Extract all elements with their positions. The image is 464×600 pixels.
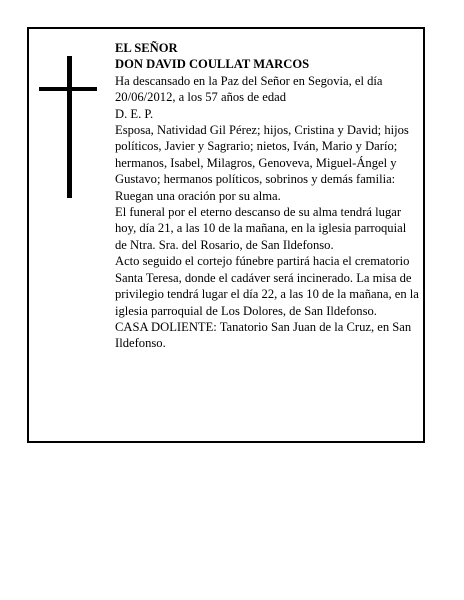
heading-title: EL SEÑOR	[115, 41, 178, 55]
announcement-text: Ha descansado en la Paz del Señor en Segovia, el día 20/06/2012, a los 57 años de edad	[115, 73, 383, 105]
notice-text	[115, 40, 420, 352]
family-text: Esposa, Natividad Gil Pérez; hijos, Cristina y David; hijos políticos, Javier y Sagrario; nietos, Iván, Mario y Darío; hermanos, Isabel, Milagros, Genoveva, Miguel-Ángel y Gustavo; hermanos políticos, sobrinos y demás familia:	[115, 123, 409, 187]
funeral-text: El funeral por el eterno descanso de su alma tendrá lugar hoy, día 21, a las 10 de la mañana, en la iglesia parroquial de Ntra. Sra. del Rosario, de San Ildefonso.	[115, 205, 407, 252]
rip-text: D. E. P.	[115, 106, 154, 121]
prayer-request-text: Ruegan una oración por su alma.	[115, 188, 281, 203]
cross-vertical-bar	[67, 56, 72, 198]
procession-text: Acto seguido el cortejo fúnebre partirá hacia el crematorio Santa Teresa, donde el cadáver será incinerado. La misa de privilegio tendrá lugar el día 22, a las 10 de la mañana, en la iglesia parroquial de Los Dolores, de San Ildefonso.	[115, 254, 419, 318]
obituary-notice	[27, 27, 425, 443]
deceased-name: DON DAVID COULLAT MARCOS	[115, 57, 310, 72]
cross-horizontal-bar	[39, 87, 97, 91]
house-text: CASA DOLIENTE: Tanatorio San Juan de la Cruz, en San Ildefonso.	[115, 319, 412, 351]
